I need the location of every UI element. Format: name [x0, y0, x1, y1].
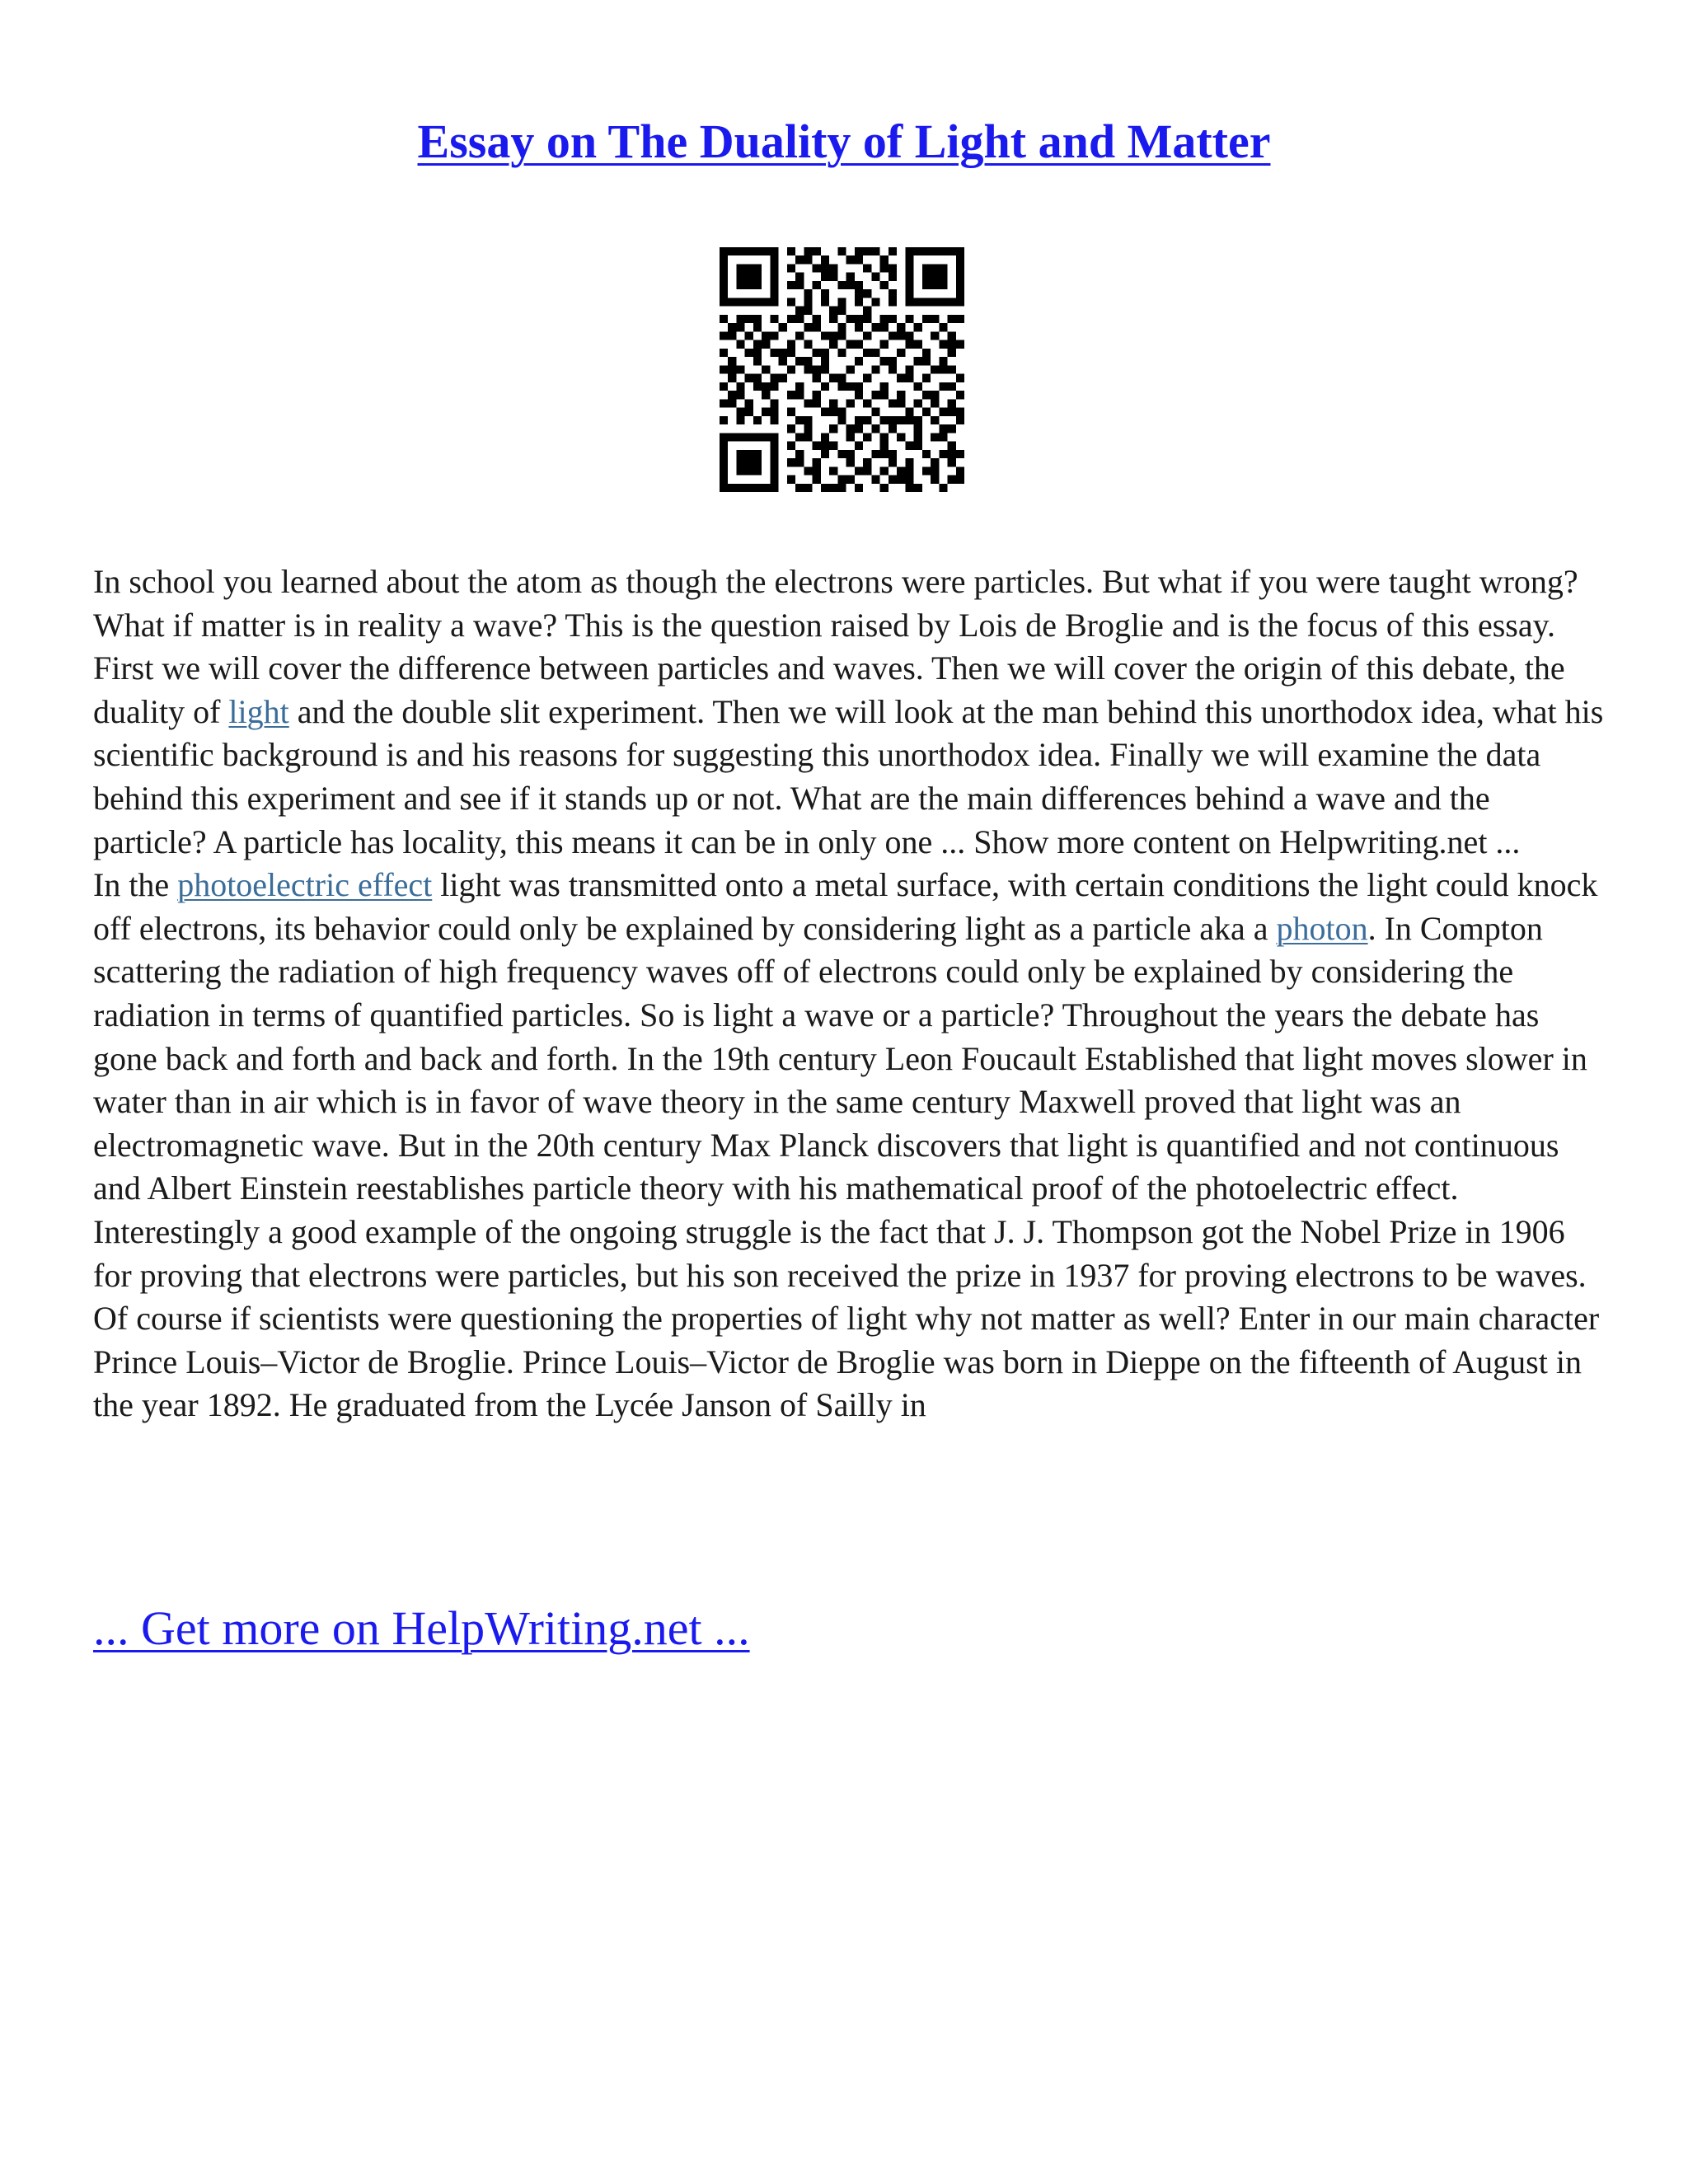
more-link-container [93, 1601, 750, 1656]
paragraph-1-text-a: In school you learned about the atom as though the electrons were particles. But what if you were taught wrong? What if matter is in reality a wave? This is the question raised by Lois de Broglie and is the focus of this essay. First we will cover the difference between particles and waves. Then we will cover the origin of this debate, the duality of [93, 563, 1578, 730]
essay-paragraph-1 [93, 560, 1610, 864]
photoelectric-effect-link[interactable]: photoelectric effect [177, 866, 433, 904]
paragraph-1-text-b: and the double slit experiment. Then we will look at the man behind this unorthodox idea, what his scientific background is and his reasons for suggesting this unorthodox idea. Finally we will examine the data behind this experiment and see if it stands up or not. What are the main differences behind a wave and the particle? A particle has locality, this means it can be in only one ... Show more content on Helpwriting.net ... [93, 692, 1604, 860]
light-link[interactable]: light [228, 692, 289, 730]
page-title-link[interactable]: Essay on The Duality of Light and Matter [417, 115, 1271, 168]
paragraph-2-text-a: In the [93, 866, 178, 904]
paragraph-2-text-c: . In Compton scattering the radiation of high frequency waves off of electrons could only be explained by considering the radiation in terms of quantified particles. So is light a wave or a particle? Throughout the years the debate has gone back and forth and back and forth. In the 19th century Leon Foucault Established that light moves slower in water than in air which is in favor of wave theory in the same century Maxwell proved that light was an electromagnetic wave. But in the 20th century Max Planck discovers that light is quantified and not continuous and Albert Einstein reestablishes particle theory with his mathematical proof of the photoelectric effect. Interestingly a good example of the ongoing struggle is the fact that J. J. Thompson got the Nobel Prize in 1906 for proving that electrons were particles, but his son received the prize in 1937 for proving electrons to be waves. Of course if scientists were questioning the properties of light why not matter as well? Enter in our main character Prince Louis–Victor de Broglie. Prince Louis–Victor de Broglie was born in Dieppe on the fifteenth of August in the year 1892. He graduated from the Lycée Janson of Sailly in [93, 909, 1600, 1424]
paragraph-2-text-b: light was transmitted onto a metal surface, with certain conditions the light could knock off electrons, its behavior could only be explained by considering light as a particle aka a [93, 866, 1598, 947]
photon-link[interactable]: photon [1276, 909, 1368, 947]
title-container [0, 114, 1688, 169]
qr-code-icon [720, 247, 964, 492]
essay-paragraph-2 [93, 864, 1610, 1427]
get-more-link[interactable]: ... Get more on HelpWriting.net ... [93, 1601, 750, 1655]
essay-body [93, 560, 1610, 1427]
